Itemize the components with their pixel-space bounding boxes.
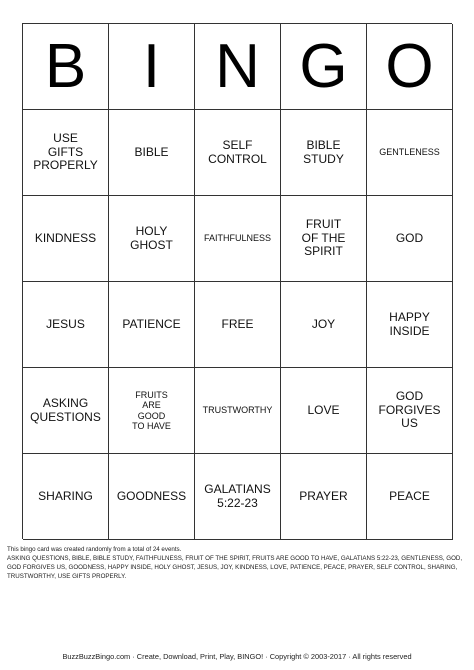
bingo-card [22, 23, 452, 539]
header-letter: N [195, 24, 281, 110]
note-summary: This bingo card was created randomly from a total of 24 events. [7, 546, 182, 553]
bingo-cell[interactable]: FRUIT OF THE SPIRIT [281, 196, 367, 282]
bingo-cell[interactable]: KINDNESS [23, 196, 109, 282]
footer-text: BuzzBuzzBingo.com · Create, Download, Print, Play, BINGO! · Copyright © 2003-2017 · All rights reserved [62, 652, 412, 661]
note-events-list: ASKING QUESTIONS, BIBLE, BIBLE STUDY, FAITHFULNESS, FRUIT OF THE SPIRIT, FRUITS ARE GOOD TO HAVE, GALATIANS 5:22-23, GENTLENESS, GOD, GOD FORGIVES US, GOODNESS, HAPPY INSIDE, HOLY GHOST, JESUS, JOY, KINDNESS, LOVE, PATIENCE, PEACE, PRAYER, SELF CONTROL, SHARING, TRUSTWORTHY, USE GIFTS PROPERLY. [7, 554, 463, 580]
bingo-cell[interactable]: JESUS [23, 282, 109, 368]
bingo-cell[interactable]: FAITHFULNESS [195, 196, 281, 282]
bingo-cell[interactable]: USE GIFTS PROPERLY [23, 110, 109, 196]
header-letter: I [109, 24, 195, 110]
bingo-cell[interactable]: SELF CONTROL [195, 110, 281, 196]
card-note [7, 546, 469, 582]
header-letter: B [23, 24, 109, 110]
bingo-cell[interactable]: HAPPY INSIDE [367, 282, 453, 368]
bingo-cell[interactable]: GOD FORGIVES US [367, 368, 453, 454]
bingo-cell[interactable]: GALATIANS 5:22-23 [195, 454, 281, 540]
bingo-cell[interactable]: HOLY GHOST [109, 196, 195, 282]
bingo-cell[interactable]: PATIENCE [109, 282, 195, 368]
bingo-cell[interactable]: LOVE [281, 368, 367, 454]
header-letter: G [281, 24, 367, 110]
bingo-cell[interactable]: FRUITS ARE GOOD TO HAVE [109, 368, 195, 454]
bingo-cell[interactable]: PRAYER [281, 454, 367, 540]
bingo-cell[interactable]: BIBLE [109, 110, 195, 196]
bingo-cell[interactable]: SHARING [23, 454, 109, 540]
bingo-cell[interactable]: TRUSTWORTHY [195, 368, 281, 454]
bingo-cell[interactable]: JOY [281, 282, 367, 368]
bingo-cell[interactable]: ASKING QUESTIONS [23, 368, 109, 454]
bingo-cell[interactable]: GENTLENESS [367, 110, 453, 196]
bingo-cell[interactable]: GOD [367, 196, 453, 282]
bingo-cell[interactable]: FREE [195, 282, 281, 368]
bingo-cell[interactable]: BIBLE STUDY [281, 110, 367, 196]
bingo-cell[interactable]: PEACE [367, 454, 453, 540]
bingo-cell[interactable]: GOODNESS [109, 454, 195, 540]
header-letter: O [367, 24, 453, 110]
